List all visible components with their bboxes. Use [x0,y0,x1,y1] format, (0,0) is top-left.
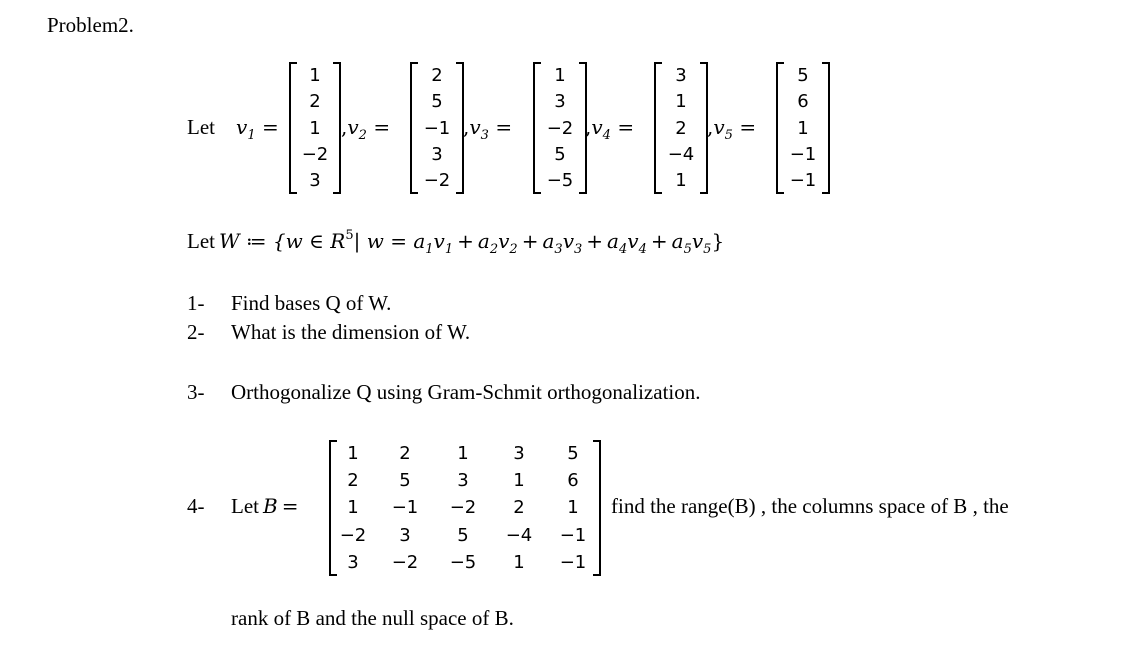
matrix-b-cell: −2 [339,524,367,546]
matrix-b-cell: −5 [449,551,477,573]
v4-entry: 1 [675,170,687,192]
v1-entry: 3 [309,170,321,192]
question-text: Orthogonalize Q using Gram-Schmit orthogonalization. [231,380,701,404]
v3-entry: 5 [554,143,566,165]
matrix-b-cell: 1 [347,497,359,519]
matrix-b-cell: 2 [513,497,525,519]
problem-heading: Problem2. [47,13,134,37]
v4-entry: 3 [675,64,687,86]
question-4-continuation: rank of B and the null space of B. [231,606,514,630]
matrix-b-cell: 1 [513,470,525,492]
matrix-b-cell: 1 [347,443,359,465]
v2-label: $,v_2$ = [341,115,391,143]
matrix-b-cell: −2 [449,497,477,519]
matrix-b-cell: 1 [457,443,469,465]
matrix-b-label: Let B = [231,494,299,518]
matrix-b-cell: 3 [399,524,411,546]
vector-v5 [776,62,830,194]
v5-entry: −1 [789,143,817,165]
v5-entry: 6 [797,91,809,113]
question-number: 4- [187,494,205,518]
v1-entry: 1 [309,64,321,86]
v2-entry: 2 [431,64,443,86]
v1-entry: 1 [309,117,321,139]
question-text: What is the dimension of W. [231,320,471,344]
v4-entry: 2 [675,117,687,139]
v5-entry: −1 [789,170,817,192]
matrix-b-cell: 2 [347,470,359,492]
v3-entry: −5 [546,170,574,192]
v4-entry: 1 [675,91,687,113]
v5-entry: 1 [797,117,809,139]
matrix-b-cell: 6 [567,470,579,492]
v1-entry: −2 [301,143,329,165]
question-number: 3- [187,380,205,404]
matrix-b-cell: −2 [391,551,419,573]
matrix-b-cell: 3 [347,551,359,573]
matrix-b-cell: −1 [559,551,587,573]
v2-entry: −1 [423,117,451,139]
v3-entry: −2 [546,117,574,139]
question-4-text: find the range(B) , the columns space of B , the [611,494,1009,518]
matrix-b-cell: 3 [513,443,525,465]
matrix-b-cell: 5 [457,524,469,546]
matrix-b-cell: −1 [391,497,419,519]
v3-label: $,v_3$ = [463,115,513,143]
v5-entry: 5 [797,64,809,86]
vector-v3 [533,62,587,194]
v2-entry: −2 [423,170,451,192]
v3-entry: 3 [554,91,566,113]
vector-v4 [654,62,708,194]
v3-entry: 1 [554,64,566,86]
vector-v2 [410,62,464,194]
set-definition-w: Let W ≔ {w ∈ $R^5|$ $w = a_1v_1 + a_2v_2 + a_3v_3 + a_4v_4 + a_5v_5$} [187,228,725,257]
v2-entry: 5 [431,91,443,113]
question-number: 1- [187,291,205,315]
matrix-b-cell: 3 [457,470,469,492]
matrix-b-cell: 2 [399,443,411,465]
v1-entry: 2 [309,91,321,113]
v4-label: $,v_4$ = [585,115,635,143]
v5-label: $,v_5$ = [707,115,757,143]
matrix-b-cell: 1 [513,551,525,573]
matrix-b-cell: 5 [567,443,579,465]
let-label: Let [187,115,215,139]
question-number: 2- [187,320,205,344]
matrix-b-cell: −1 [559,524,587,546]
matrix-b-cell: 5 [399,470,411,492]
v2-entry: 3 [431,143,443,165]
vector-v1 [289,62,341,194]
v4-entry: −4 [667,143,695,165]
v1-label: $v_1$ = [236,115,279,143]
matrix-b [329,440,601,576]
matrix-b-cell: −4 [505,524,533,546]
question-text: Find bases Q of W. [231,291,392,315]
matrix-b-cell: 1 [567,497,579,519]
